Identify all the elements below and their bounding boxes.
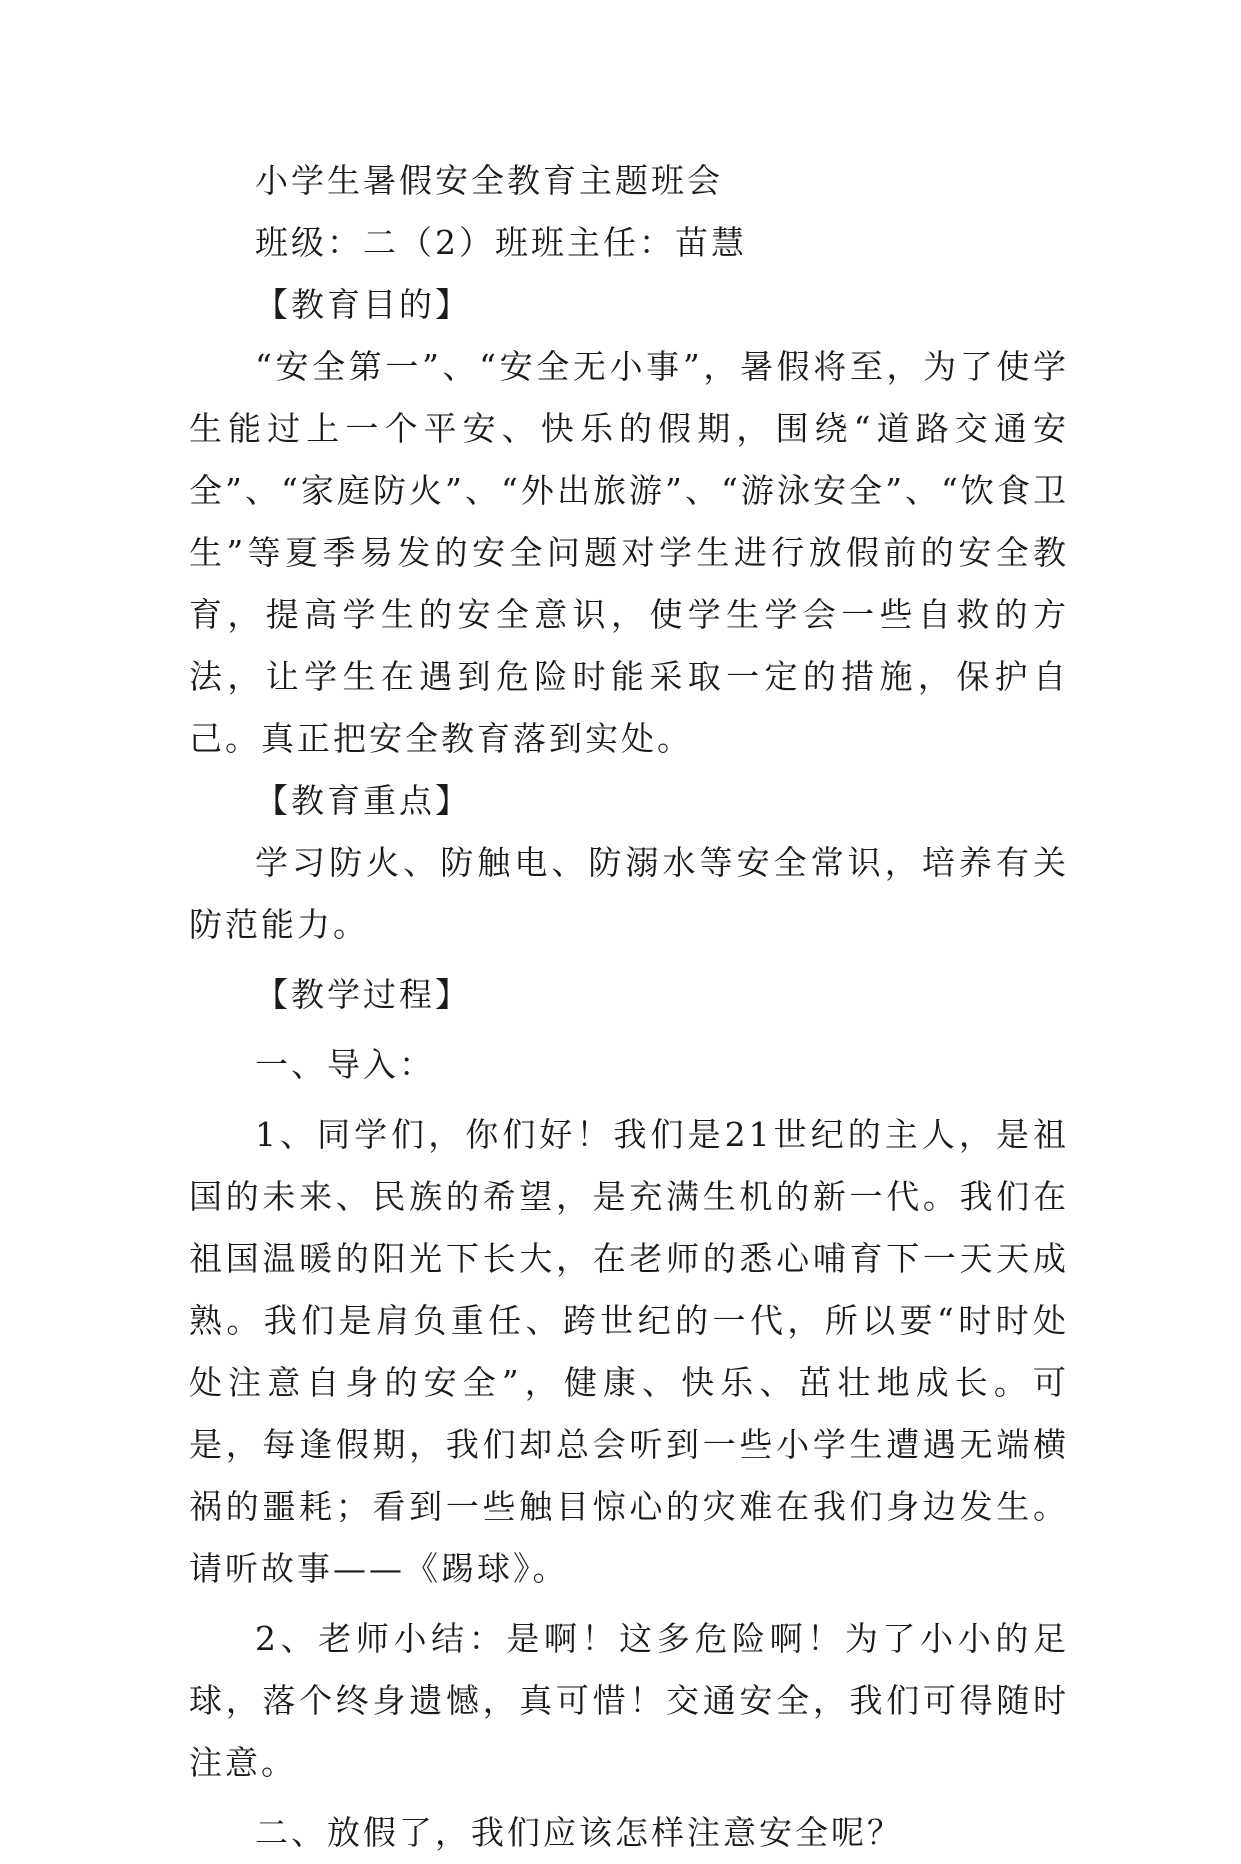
spacer bbox=[189, 1794, 1069, 1802]
spacer bbox=[189, 1096, 1069, 1104]
heading-education-focus: 【教育重点】 bbox=[255, 781, 471, 820]
heading-teaching-process: 【教学过程】 bbox=[255, 975, 471, 1014]
paragraph-education-focus: 学习防火、防触电、防溺水等安全常识，培养有关防范能力。 bbox=[189, 843, 1069, 944]
heading-step-one: 一、导入： bbox=[255, 1045, 435, 1084]
spacer bbox=[189, 1026, 1069, 1034]
paragraph-education-purpose: “安全第一”、“安全无小事”，暑假将至，为了使学生能过上一个平安、快乐的假期，围绕“道路交通安全”、“家庭防火”、“外出旅游”、“游泳安全”、“饮食卫生”等夏季易发的安全问题对学生进行放假前的安全教育，提高学生的安全意识，使学生学会一些自救的方法，让学生在遇到危险时能采取一定的措施，保护自己。真正把安全教育落到实处。 bbox=[189, 347, 1069, 758]
document-page bbox=[189, 150, 1069, 1864]
class-info: 班级：二（2）班班主任：苗慧 bbox=[255, 223, 747, 262]
heading-step-two: 二、放假了，我们应该怎样注意安全呢？ bbox=[255, 1813, 903, 1852]
spacer bbox=[189, 1600, 1069, 1608]
paragraph-intro-2: 2、老师小结：是啊！这多危险啊！为了小小的足球，落个终身遗憾，真可惜！交通安全，我们可得随时注意。 bbox=[189, 1619, 1069, 1782]
spacer bbox=[189, 956, 1069, 964]
paragraph-intro-1: 1、同学们，你们好！我们是21世纪的主人，是祖国的未来、民族的希望，是充满生机的新一代。我们在祖国温暖的阳光下长大，在老师的悉心哺育下一天天成熟。我们是肩负重任、跨世纪的一代，所以要“时时处处注意自身的安全”，健康、快乐、茁壮地成长。可是，每逢假期，我们却总会听到一些小学生遭遇无端横祸的噩耗；看到一些触目惊心的灾难在我们身边发生。请听故事——《踢球》。 bbox=[189, 1115, 1069, 1588]
heading-education-purpose: 【教育目的】 bbox=[255, 285, 471, 324]
document-title: 小学生暑假安全教育主题班会 bbox=[255, 161, 723, 200]
